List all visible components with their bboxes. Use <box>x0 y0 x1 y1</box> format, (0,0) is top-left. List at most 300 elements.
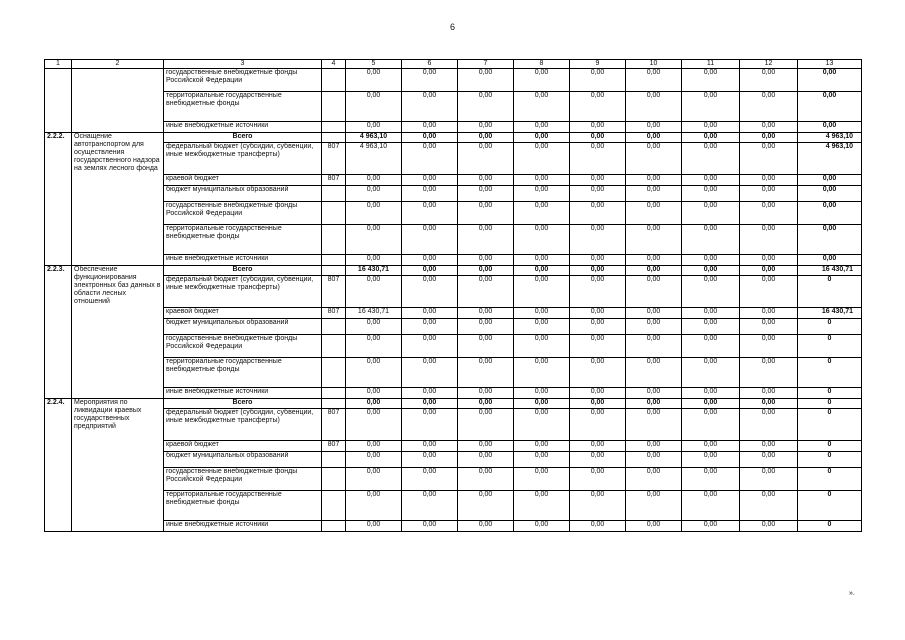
value-cell: 0,00 <box>402 266 458 276</box>
total-value-cell: 0 <box>798 399 862 409</box>
budget-table <box>44 59 862 532</box>
value-cell: 0,00 <box>458 225 514 255</box>
value-cell: 0,00 <box>626 92 682 122</box>
value-cell: 0,00 <box>514 122 570 133</box>
value-cell: 0,00 <box>570 266 626 276</box>
column-number-cell: 11 <box>682 60 740 69</box>
value-cell: 0,00 <box>626 491 682 521</box>
funding-source-name: территориальные государственные внебюджетные фонды <box>164 225 322 255</box>
table-row <box>45 521 862 532</box>
column-number-cell: 5 <box>346 60 402 69</box>
value-cell: 0,00 <box>570 276 626 308</box>
value-cell: 0,00 <box>682 225 740 255</box>
total-value-cell: 0 <box>798 452 862 468</box>
value-cell: 0,00 <box>626 358 682 388</box>
value-cell: 0,00 <box>740 319 798 335</box>
funding-source-name: иные внебюджетные источники <box>164 521 322 532</box>
value-cell: 0,00 <box>346 202 402 225</box>
value-cell: 0,00 <box>458 276 514 308</box>
value-cell: 0,00 <box>740 399 798 409</box>
value-cell: 0,00 <box>570 143 626 175</box>
value-cell: 0,00 <box>458 319 514 335</box>
value-cell: 0,00 <box>570 409 626 441</box>
value-cell: 0,00 <box>626 122 682 133</box>
funding-source-name: иные внебюджетные источники <box>164 388 322 399</box>
value-cell: 0,00 <box>626 69 682 92</box>
value-cell: 0,00 <box>458 186 514 202</box>
budget-code-cell <box>322 69 346 92</box>
value-cell: 0,00 <box>346 225 402 255</box>
funding-source-name: бюджет муниципальных образований <box>164 186 322 202</box>
value-cell: 0,00 <box>740 521 798 532</box>
value-cell: 0,00 <box>740 69 798 92</box>
value-cell: 0,00 <box>740 143 798 175</box>
item-title-cell <box>72 69 164 133</box>
value-cell: 0,00 <box>740 202 798 225</box>
value-cell: 0,00 <box>458 92 514 122</box>
value-cell: 0,00 <box>570 308 626 319</box>
value-cell: 0,00 <box>570 133 626 143</box>
item-number-cell <box>45 69 72 133</box>
value-cell: 0,00 <box>514 468 570 491</box>
budget-code-cell <box>322 468 346 491</box>
table-row <box>45 266 862 276</box>
total-value-cell: 16 430,71 <box>798 308 862 319</box>
value-cell: 0,00 <box>682 358 740 388</box>
value-cell: 0,00 <box>402 388 458 399</box>
value-cell: 0,00 <box>346 399 402 409</box>
total-value-cell: 4 963,10 <box>798 133 862 143</box>
value-cell: 0,00 <box>514 175 570 186</box>
value-cell: 0,00 <box>458 358 514 388</box>
value-cell: 0,00 <box>682 319 740 335</box>
value-cell: 0,00 <box>570 255 626 266</box>
budget-code-cell <box>322 319 346 335</box>
value-cell: 0,00 <box>570 441 626 452</box>
value-cell: 0,00 <box>346 409 402 441</box>
funding-source-name: территориальные государственные внебюджетные фонды <box>164 92 322 122</box>
total-value-cell: 0,00 <box>798 122 862 133</box>
column-number-cell: 9 <box>570 60 626 69</box>
value-cell: 0,00 <box>346 92 402 122</box>
value-cell: 0,00 <box>682 491 740 521</box>
budget-code-cell <box>322 335 346 358</box>
value-cell: 0,00 <box>458 399 514 409</box>
budget-code-cell <box>322 133 346 143</box>
value-cell: 0,00 <box>514 399 570 409</box>
value-cell: 0,00 <box>626 186 682 202</box>
budget-code-cell <box>322 452 346 468</box>
value-cell: 0,00 <box>682 175 740 186</box>
table-row <box>45 399 862 409</box>
value-cell: 0,00 <box>514 335 570 358</box>
value-cell: 0,00 <box>626 521 682 532</box>
corner-mark: ». <box>849 590 855 597</box>
table-row <box>45 308 862 319</box>
funding-source-name: краевой бюджет <box>164 175 322 186</box>
value-cell: 0,00 <box>626 388 682 399</box>
total-value-cell: 0,00 <box>798 255 862 266</box>
value-cell: 0,00 <box>740 92 798 122</box>
budget-code-cell: 807 <box>322 441 346 452</box>
value-cell: 0,00 <box>570 399 626 409</box>
value-cell: 0,00 <box>458 491 514 521</box>
value-cell: 0,00 <box>626 202 682 225</box>
table-row <box>45 409 862 441</box>
value-cell: 0,00 <box>682 143 740 175</box>
budget-code-cell: 807 <box>322 308 346 319</box>
value-cell: 0,00 <box>514 92 570 122</box>
value-cell: 0,00 <box>346 335 402 358</box>
value-cell: 0,00 <box>346 69 402 92</box>
table-row <box>45 468 862 491</box>
funding-source-name: территориальные государственные внебюджетные фонды <box>164 491 322 521</box>
value-cell: 0,00 <box>346 441 402 452</box>
column-number-cell: 13 <box>798 60 862 69</box>
value-cell: 0,00 <box>626 266 682 276</box>
funding-source-name: краевой бюджет <box>164 308 322 319</box>
value-cell: 0,00 <box>740 358 798 388</box>
value-cell: 0,00 <box>514 308 570 319</box>
value-cell: 16 430,71 <box>346 308 402 319</box>
value-cell: 0,00 <box>682 335 740 358</box>
value-cell: 4 963,10 <box>346 133 402 143</box>
value-cell: 0,00 <box>514 319 570 335</box>
value-cell: 0,00 <box>570 92 626 122</box>
value-cell: 0,00 <box>740 255 798 266</box>
total-value-cell: 0 <box>798 521 862 532</box>
value-cell: 0,00 <box>346 491 402 521</box>
value-cell: 0,00 <box>682 202 740 225</box>
table-row <box>45 92 862 122</box>
value-cell: 0,00 <box>514 388 570 399</box>
value-cell: 0,00 <box>682 468 740 491</box>
value-cell: 4 963,10 <box>346 143 402 175</box>
value-cell: 0,00 <box>458 388 514 399</box>
value-cell: 0,00 <box>682 186 740 202</box>
budget-code-cell <box>322 521 346 532</box>
value-cell: 0,00 <box>570 521 626 532</box>
value-cell: 0,00 <box>458 308 514 319</box>
budget-code-cell <box>322 399 346 409</box>
value-cell: 0,00 <box>402 122 458 133</box>
page-number: 6 <box>449 22 455 32</box>
budget-code-cell <box>322 92 346 122</box>
budget-code-cell <box>322 225 346 255</box>
value-cell: 0,00 <box>514 409 570 441</box>
total-value-cell: 0,00 <box>798 186 862 202</box>
value-cell: 0,00 <box>570 186 626 202</box>
value-cell: 0,00 <box>514 266 570 276</box>
value-cell: 0,00 <box>740 225 798 255</box>
column-number-cell: 3 <box>164 60 322 69</box>
value-cell: 0,00 <box>626 143 682 175</box>
total-label: Всего <box>164 266 322 276</box>
funding-source-name: иные внебюджетные источники <box>164 255 322 266</box>
value-cell: 0,00 <box>740 186 798 202</box>
value-cell: 0,00 <box>514 441 570 452</box>
value-cell: 0,00 <box>402 202 458 225</box>
value-cell: 0,00 <box>740 441 798 452</box>
total-value-cell: 0 <box>798 441 862 452</box>
value-cell: 0,00 <box>740 122 798 133</box>
column-number-cell: 7 <box>458 60 514 69</box>
value-cell: 0,00 <box>514 521 570 532</box>
table-row <box>45 441 862 452</box>
budget-code-cell <box>322 266 346 276</box>
value-cell: 0,00 <box>626 468 682 491</box>
total-value-cell: 0,00 <box>798 202 862 225</box>
table-row <box>45 175 862 186</box>
value-cell: 0,00 <box>740 491 798 521</box>
value-cell: 0,00 <box>514 202 570 225</box>
value-cell: 0,00 <box>514 358 570 388</box>
value-cell: 0,00 <box>682 122 740 133</box>
funding-source-name: федеральный бюджет (субсидии, субвенции, иные межбюджетные трансферты) <box>164 409 322 441</box>
value-cell: 0,00 <box>740 452 798 468</box>
budget-code-cell <box>322 186 346 202</box>
budget-code-cell <box>322 122 346 133</box>
value-cell: 0,00 <box>570 122 626 133</box>
budget-code-cell <box>322 491 346 521</box>
value-cell: 0,00 <box>402 409 458 441</box>
value-cell: 0,00 <box>570 388 626 399</box>
value-cell: 0,00 <box>570 202 626 225</box>
value-cell: 0,00 <box>458 441 514 452</box>
value-cell: 0,00 <box>402 452 458 468</box>
value-cell: 0,00 <box>346 319 402 335</box>
value-cell: 0,00 <box>682 255 740 266</box>
value-cell: 0,00 <box>682 452 740 468</box>
total-value-cell: 16 430,71 <box>798 266 862 276</box>
value-cell: 0,00 <box>514 69 570 92</box>
total-value-cell: 0,00 <box>798 225 862 255</box>
funding-source-name: краевой бюджет <box>164 441 322 452</box>
table-row <box>45 335 862 358</box>
value-cell: 0,00 <box>458 266 514 276</box>
table-row <box>45 358 862 388</box>
budget-code-cell: 807 <box>322 143 346 175</box>
value-cell: 0,00 <box>682 409 740 441</box>
item-number-cell: 2.2.3. <box>45 266 72 399</box>
value-cell: 0,00 <box>514 452 570 468</box>
value-cell: 0,00 <box>570 225 626 255</box>
value-cell: 0,00 <box>402 308 458 319</box>
funding-source-name: государственные внебюджетные фонды Российской Федерации <box>164 335 322 358</box>
value-cell: 0,00 <box>402 186 458 202</box>
value-cell: 0,00 <box>740 335 798 358</box>
value-cell: 0,00 <box>740 308 798 319</box>
value-cell: 0,00 <box>458 521 514 532</box>
value-cell: 0,00 <box>402 491 458 521</box>
value-cell: 0,00 <box>570 468 626 491</box>
value-cell: 0,00 <box>682 69 740 92</box>
value-cell: 0,00 <box>570 175 626 186</box>
total-value-cell: 0,00 <box>798 175 862 186</box>
table-row <box>45 186 862 202</box>
value-cell: 0,00 <box>402 468 458 491</box>
value-cell: 0,00 <box>626 452 682 468</box>
funding-source-name: бюджет муниципальных образований <box>164 319 322 335</box>
value-cell: 0,00 <box>514 276 570 308</box>
value-cell: 0,00 <box>346 358 402 388</box>
total-value-cell: 0 <box>798 335 862 358</box>
column-number-row <box>45 60 862 69</box>
value-cell: 0,00 <box>458 202 514 225</box>
total-value-cell: 0 <box>798 388 862 399</box>
value-cell: 0,00 <box>626 308 682 319</box>
column-number-cell: 8 <box>514 60 570 69</box>
value-cell: 0,00 <box>740 175 798 186</box>
value-cell: 0,00 <box>402 358 458 388</box>
total-value-cell: 0 <box>798 358 862 388</box>
total-value-cell: 0 <box>798 409 862 441</box>
table-row <box>45 202 862 225</box>
value-cell: 0,00 <box>682 388 740 399</box>
funding-source-name: территориальные государственные внебюджетные фонды <box>164 358 322 388</box>
value-cell: 0,00 <box>346 388 402 399</box>
total-value-cell: 0 <box>798 276 862 308</box>
total-value-cell: 0 <box>798 319 862 335</box>
item-title-cell: Обеспечение функционирования электронных баз данных в области лесных отношений <box>72 266 164 399</box>
table-row <box>45 225 862 255</box>
value-cell: 0,00 <box>682 133 740 143</box>
value-cell: 0,00 <box>682 266 740 276</box>
value-cell: 0,00 <box>682 399 740 409</box>
value-cell: 0,00 <box>514 255 570 266</box>
total-value-cell: 0,00 <box>798 92 862 122</box>
value-cell: 0,00 <box>682 308 740 319</box>
column-number-cell: 1 <box>45 60 72 69</box>
value-cell: 0,00 <box>740 266 798 276</box>
value-cell: 16 430,71 <box>346 266 402 276</box>
value-cell: 0,00 <box>346 186 402 202</box>
value-cell: 0,00 <box>402 399 458 409</box>
value-cell: 0,00 <box>682 521 740 532</box>
value-cell: 0,00 <box>458 468 514 491</box>
value-cell: 0,00 <box>514 186 570 202</box>
table-row <box>45 133 862 143</box>
budget-code-cell: 807 <box>322 409 346 441</box>
funding-source-name: федеральный бюджет (субсидии, субвенции, иные межбюджетные трансферты) <box>164 276 322 308</box>
table-row <box>45 388 862 399</box>
value-cell: 0,00 <box>346 122 402 133</box>
budget-code-cell: 807 <box>322 175 346 186</box>
funding-source-name: государственные внебюджетные фонды Российской Федерации <box>164 69 322 92</box>
value-cell: 0,00 <box>626 225 682 255</box>
value-cell: 0,00 <box>514 225 570 255</box>
funding-source-name: бюджет муниципальных образований <box>164 452 322 468</box>
value-cell: 0,00 <box>740 388 798 399</box>
funding-source-name: иные внебюджетные источники <box>164 122 322 133</box>
value-cell: 0,00 <box>458 409 514 441</box>
total-value-cell: 0 <box>798 468 862 491</box>
value-cell: 0,00 <box>458 452 514 468</box>
value-cell: 0,00 <box>458 133 514 143</box>
table-row <box>45 255 862 266</box>
value-cell: 0,00 <box>458 255 514 266</box>
value-cell: 0,00 <box>402 143 458 175</box>
value-cell: 0,00 <box>570 452 626 468</box>
value-cell: 0,00 <box>514 491 570 521</box>
value-cell: 0,00 <box>458 335 514 358</box>
value-cell: 0,00 <box>626 409 682 441</box>
table-row <box>45 319 862 335</box>
table-row <box>45 276 862 308</box>
value-cell: 0,00 <box>402 69 458 92</box>
table-row <box>45 122 862 133</box>
table-row <box>45 143 862 175</box>
value-cell: 0,00 <box>346 175 402 186</box>
value-cell: 0,00 <box>570 491 626 521</box>
value-cell: 0,00 <box>570 69 626 92</box>
column-number-cell: 4 <box>322 60 346 69</box>
value-cell: 0,00 <box>626 133 682 143</box>
total-value-cell: 0 <box>798 491 862 521</box>
value-cell: 0,00 <box>626 441 682 452</box>
column-number-cell: 12 <box>740 60 798 69</box>
value-cell: 0,00 <box>570 358 626 388</box>
value-cell: 0,00 <box>402 92 458 122</box>
value-cell: 0,00 <box>402 276 458 308</box>
value-cell: 0,00 <box>402 175 458 186</box>
budget-code-cell <box>322 202 346 225</box>
value-cell: 0,00 <box>346 276 402 308</box>
total-value-cell: 0,00 <box>798 69 862 92</box>
value-cell: 0,00 <box>514 133 570 143</box>
item-number-cell: 2.2.2. <box>45 133 72 266</box>
value-cell: 0,00 <box>626 175 682 186</box>
value-cell: 0,00 <box>346 452 402 468</box>
value-cell: 0,00 <box>682 441 740 452</box>
value-cell: 0,00 <box>626 255 682 266</box>
column-number-cell: 6 <box>402 60 458 69</box>
budget-code-cell: 807 <box>322 276 346 308</box>
value-cell: 0,00 <box>626 399 682 409</box>
item-title-cell: Мероприятия по ликвидации краевых государственных предприятий <box>72 399 164 532</box>
column-number-cell: 2 <box>72 60 164 69</box>
value-cell: 0,00 <box>346 468 402 491</box>
value-cell: 0,00 <box>458 143 514 175</box>
budget-code-cell <box>322 388 346 399</box>
value-cell: 0,00 <box>402 319 458 335</box>
item-number-cell: 2.2.4. <box>45 399 72 532</box>
value-cell: 0,00 <box>458 122 514 133</box>
value-cell: 0,00 <box>570 319 626 335</box>
value-cell: 0,00 <box>458 175 514 186</box>
funding-source-name: государственные внебюджетные фонды Российской Федерации <box>164 202 322 225</box>
value-cell: 0,00 <box>402 521 458 532</box>
value-cell: 0,00 <box>740 276 798 308</box>
value-cell: 0,00 <box>458 69 514 92</box>
value-cell: 0,00 <box>402 133 458 143</box>
value-cell: 0,00 <box>402 441 458 452</box>
value-cell: 0,00 <box>682 92 740 122</box>
value-cell: 0,00 <box>626 335 682 358</box>
value-cell: 0,00 <box>682 276 740 308</box>
budget-code-cell <box>322 358 346 388</box>
value-cell: 0,00 <box>402 255 458 266</box>
value-cell: 0,00 <box>740 409 798 441</box>
item-title-cell: Оснащение автотранспортом для осуществления государственного надзора на землях лесного фонда <box>72 133 164 266</box>
total-label: Всего <box>164 399 322 409</box>
value-cell: 0,00 <box>514 143 570 175</box>
funding-source-name: федеральный бюджет (субсидии, субвенции, иные межбюджетные трансферты) <box>164 143 322 175</box>
value-cell: 0,00 <box>402 225 458 255</box>
value-cell: 0,00 <box>346 255 402 266</box>
value-cell: 0,00 <box>626 319 682 335</box>
funding-source-name: государственные внебюджетные фонды Российской Федерации <box>164 468 322 491</box>
